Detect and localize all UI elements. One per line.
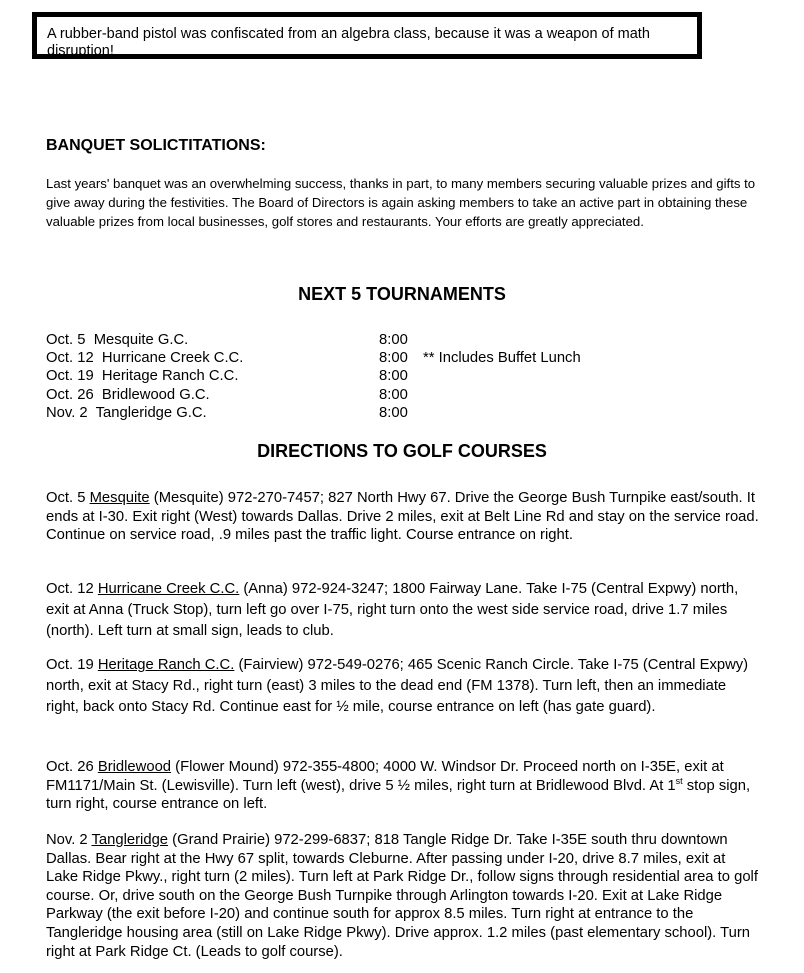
ordinal-suffix: st xyxy=(675,775,683,786)
tournament-list xyxy=(46,331,746,422)
direction-item xyxy=(46,758,760,814)
tournament-event: Nov. 2 Tangleridge G.C. xyxy=(46,404,207,421)
course-name: Mesquite xyxy=(89,490,150,506)
tournament-time: 8:00 xyxy=(379,350,408,367)
direction-text: (Flower Mound) 972-355-4800; 4000 W. Windsor Dr. Proceed north on I-35E, exit at FM1171/Main St. (Lewisville). Turn left (west), drive 5 ½ miles, right turn at Bridlewood Blvd. At 1 xyxy=(46,759,724,794)
tournament-time: 8:00 xyxy=(379,386,408,403)
tournament-row xyxy=(46,404,746,422)
directions-heading: DIRECTIONS TO GOLF COURSES xyxy=(257,441,547,461)
banquet-heading: BANQUET SOLICTITATIONS: xyxy=(46,137,266,154)
direction-date: Oct. 5 xyxy=(46,490,86,506)
tournament-time: 8:00 xyxy=(379,404,408,421)
course-name: Heritage Ranch C.C. xyxy=(97,657,235,673)
direction-date: Nov. 2 xyxy=(46,832,88,848)
direction-item xyxy=(46,489,760,545)
tournament-time: 8:00 xyxy=(379,368,408,385)
tournament-row xyxy=(46,367,746,385)
course-name: Bridlewood xyxy=(97,759,172,775)
tournament-row xyxy=(46,386,746,404)
direction-text: (Grand Prairie) 972-299-6837; 818 Tangle Ridge Dr. Take I-35E south thru downtown Dallas. Bear right at the Hwy 67 split, towards Cleburne. After passing under I-20, drive 8.7 miles, exit at Lake Ridge Pkwy., right turn (2 miles). Turn left at Park Ridge Dr., follow signs through residential area to golf course. Or, drive south on the George Bush Turnpike through Arlington towards I-20. Exit at Lake Ridge Parkway (the exit before I-20) and continue south for approx 8.5 miles. Turn right at entrance to the Tangleridge housing area (still on Lake Ridge Pkwy). Drive approx. 1.2 miles (past elementary school). Turn right at Park Ridge Ct. (Leads to golf course). xyxy=(46,832,758,960)
direction-date: Oct. 19 xyxy=(46,657,94,673)
tournament-event: Oct. 19 Heritage Ranch C.C. xyxy=(46,368,239,385)
tournament-event: Oct. 26 Bridlewood G.C. xyxy=(46,386,210,403)
joke-text: A rubber-band pistol was confiscated from an algebra class, because it was a weapon of math disruption! xyxy=(47,26,650,59)
tournament-note: ** Includes Buffet Lunch xyxy=(423,350,581,367)
direction-text: (Anna) 972-924-3247; 1800 Fairway Lane. Take I-75 (Central Expwy) north, exit at Anna (Truck Stop), turn left go over I-75, right turn onto the west side service road, drive 1.7 miles (north). Left turn at small sign, leads to club. xyxy=(46,581,739,639)
direction-date: Oct. 26 xyxy=(46,759,94,775)
course-name: Tangleridge xyxy=(91,832,169,848)
direction-text: stop sign, turn right, course entrance on left. xyxy=(46,777,751,813)
tournaments-heading: NEXT 5 TOURNAMENTS xyxy=(298,284,506,304)
banquet-body: Last years' banquet was an overwhelming success, thanks in part, to many members securing valuable prizes and gifts to give away during the festivities. The Board of Directors is again asking members to take an active part in obtaining these valuable prizes from local businesses, golf stores and restaurants. Your efforts are greatly appreciated. xyxy=(46,176,756,229)
tournament-row xyxy=(46,331,746,349)
tournament-event: Oct. 12 Hurricane Creek C.C. xyxy=(46,350,244,367)
tournament-time: 8:00 xyxy=(379,332,408,348)
direction-item xyxy=(46,831,760,961)
course-name: Hurricane Creek C.C. xyxy=(97,581,240,597)
direction-item xyxy=(46,579,760,641)
tournament-row xyxy=(46,349,746,367)
tournament-event: Oct. 5 Mesquite G.C. xyxy=(46,332,189,348)
direction-date: Oct. 12 xyxy=(46,581,94,597)
joke-box xyxy=(32,12,702,59)
direction-text: (Mesquite) 972-270-7457; 827 North Hwy 67. Drive the George Bush Turnpike east/south. It ends at I-30. Exit right (West) towards Dallas. Drive 2 miles, exit at Belt Line Rd and stay on the service road. Continue on service road, .9 miles past the traffic light. Course entrance on right. xyxy=(46,490,759,544)
direction-text: (Fairview) 972-549-0276; 465 Scenic Ranch Circle. Take I-75 (Central Expwy) north, exit at Stacy Rd., right turn (east) 3 miles to the dead end (FM 1378). Turn left, then an immediate right, back onto Stacy Rd. Continue east for ½ mile, course entrance on left (has gate guard). xyxy=(46,657,749,715)
direction-item xyxy=(46,655,760,717)
